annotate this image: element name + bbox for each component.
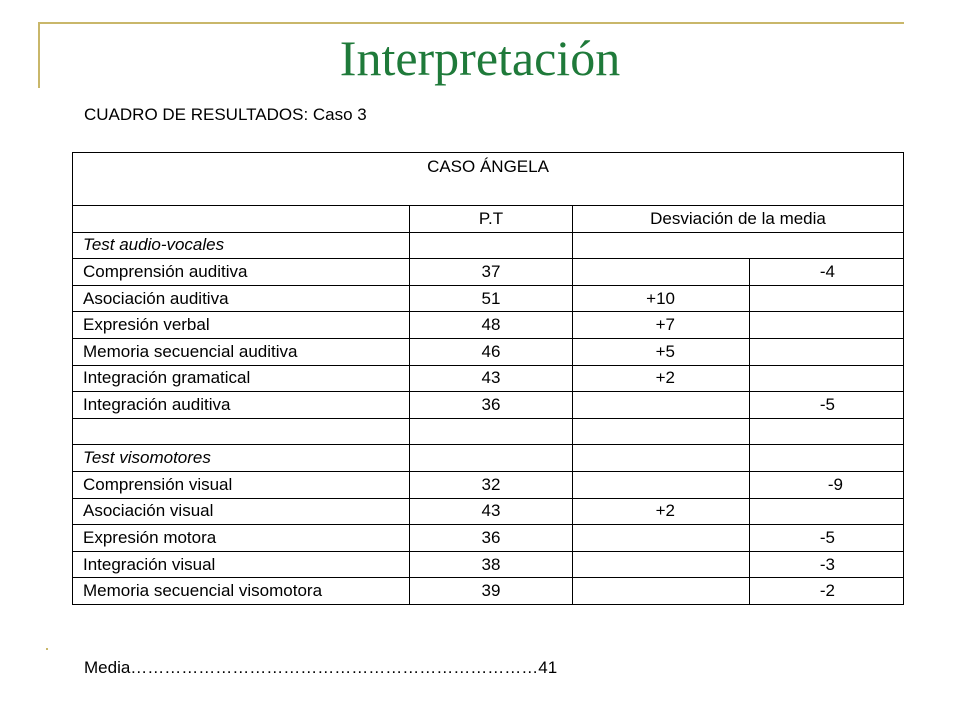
table-row xyxy=(73,338,904,365)
row-deviation-positive: +2 xyxy=(573,365,750,392)
row-label: Integración auditiva xyxy=(73,392,410,419)
row-deviation-negative xyxy=(750,365,904,392)
row-label: Integración gramatical xyxy=(73,365,410,392)
row-pt xyxy=(410,418,573,445)
table-row xyxy=(73,498,904,525)
table-row-spacer xyxy=(73,418,904,445)
row-pt: 48 xyxy=(410,312,573,339)
row-deviation-negative xyxy=(750,445,904,472)
slide-frame-top-line xyxy=(40,22,904,24)
header-empty-cell xyxy=(73,206,410,233)
row-pt: 43 xyxy=(410,365,573,392)
table-row xyxy=(73,312,904,339)
table-row xyxy=(73,392,904,419)
row-pt: 32 xyxy=(410,471,573,498)
results-caption: CUADRO DE RESULTADOS: Caso 3 xyxy=(84,105,367,124)
row-deviation-negative: -5 xyxy=(750,525,904,552)
table-row xyxy=(73,471,904,498)
row-label: Expresión motora xyxy=(73,525,410,552)
results-table xyxy=(72,152,904,605)
table-row xyxy=(73,365,904,392)
row-deviation-positive xyxy=(573,525,750,552)
case-title-row xyxy=(73,153,904,206)
row-label: Expresión verbal xyxy=(73,312,410,339)
row-deviation-positive xyxy=(573,392,750,419)
table-cell-pt xyxy=(410,232,573,259)
row-deviation-positive: +10 xyxy=(573,285,750,312)
row-deviation-negative xyxy=(750,285,904,312)
row-label: Memoria secuencial visomotora xyxy=(73,578,410,605)
row-deviation-positive xyxy=(573,418,750,445)
table-row xyxy=(73,259,904,286)
header-deviation: Desviación de la media xyxy=(573,206,904,233)
row-label: Asociación auditiva xyxy=(73,285,410,312)
row-label: Memoria secuencial auditiva xyxy=(73,338,410,365)
row-label xyxy=(73,418,410,445)
row-pt: 39 xyxy=(410,578,573,605)
row-deviation-negative xyxy=(750,312,904,339)
row-label: Integración visual xyxy=(73,551,410,578)
row-pt: 51 xyxy=(410,285,573,312)
header-pt: P.T xyxy=(410,206,573,233)
row-pt: 38 xyxy=(410,551,573,578)
table-row xyxy=(73,578,904,605)
slide-title: Interpretación xyxy=(339,30,621,86)
row-pt xyxy=(410,445,573,472)
row-deviation-negative: -5 xyxy=(750,392,904,419)
section-label-audio-vocales: Test audio-vocales xyxy=(73,232,410,259)
section-label-visomotores: Test visomotores xyxy=(73,445,410,472)
table-cell-deviation xyxy=(573,232,904,259)
row-pt: 36 xyxy=(410,392,573,419)
row-deviation-negative: -2 xyxy=(750,578,904,605)
table-row xyxy=(73,551,904,578)
row-deviation-positive xyxy=(573,259,750,286)
table-row-section-audio xyxy=(73,232,904,259)
decorative-dot xyxy=(46,648,48,650)
row-label: Comprensión visual xyxy=(73,471,410,498)
row-deviation-positive xyxy=(573,445,750,472)
row-pt: 46 xyxy=(410,338,573,365)
row-pt: 37 xyxy=(410,259,573,286)
table-row xyxy=(73,525,904,552)
row-deviation-negative: -3 xyxy=(750,551,904,578)
row-deviation-negative xyxy=(750,498,904,525)
row-deviation-positive xyxy=(573,578,750,605)
row-deviation-negative: -4 xyxy=(750,259,904,286)
table-row xyxy=(73,285,904,312)
row-pt: 43 xyxy=(410,498,573,525)
row-deviation-positive xyxy=(573,551,750,578)
row-pt: 36 xyxy=(410,525,573,552)
column-header-row xyxy=(73,206,904,233)
case-title: CASO ÁNGELA xyxy=(73,153,904,206)
row-deviation-negative xyxy=(750,338,904,365)
row-label: Comprensión auditiva xyxy=(73,259,410,286)
row-deviation-positive xyxy=(573,471,750,498)
row-deviation-negative: -9 xyxy=(750,471,904,498)
row-deviation-positive: +5 xyxy=(573,338,750,365)
row-deviation-positive: +7 xyxy=(573,312,750,339)
row-deviation-positive: +2 xyxy=(573,498,750,525)
table-row-section-visomotor xyxy=(73,445,904,472)
row-deviation-negative xyxy=(750,418,904,445)
row-label: Asociación visual xyxy=(73,498,410,525)
media-line: Media………………………………………………………………41 xyxy=(84,658,558,677)
